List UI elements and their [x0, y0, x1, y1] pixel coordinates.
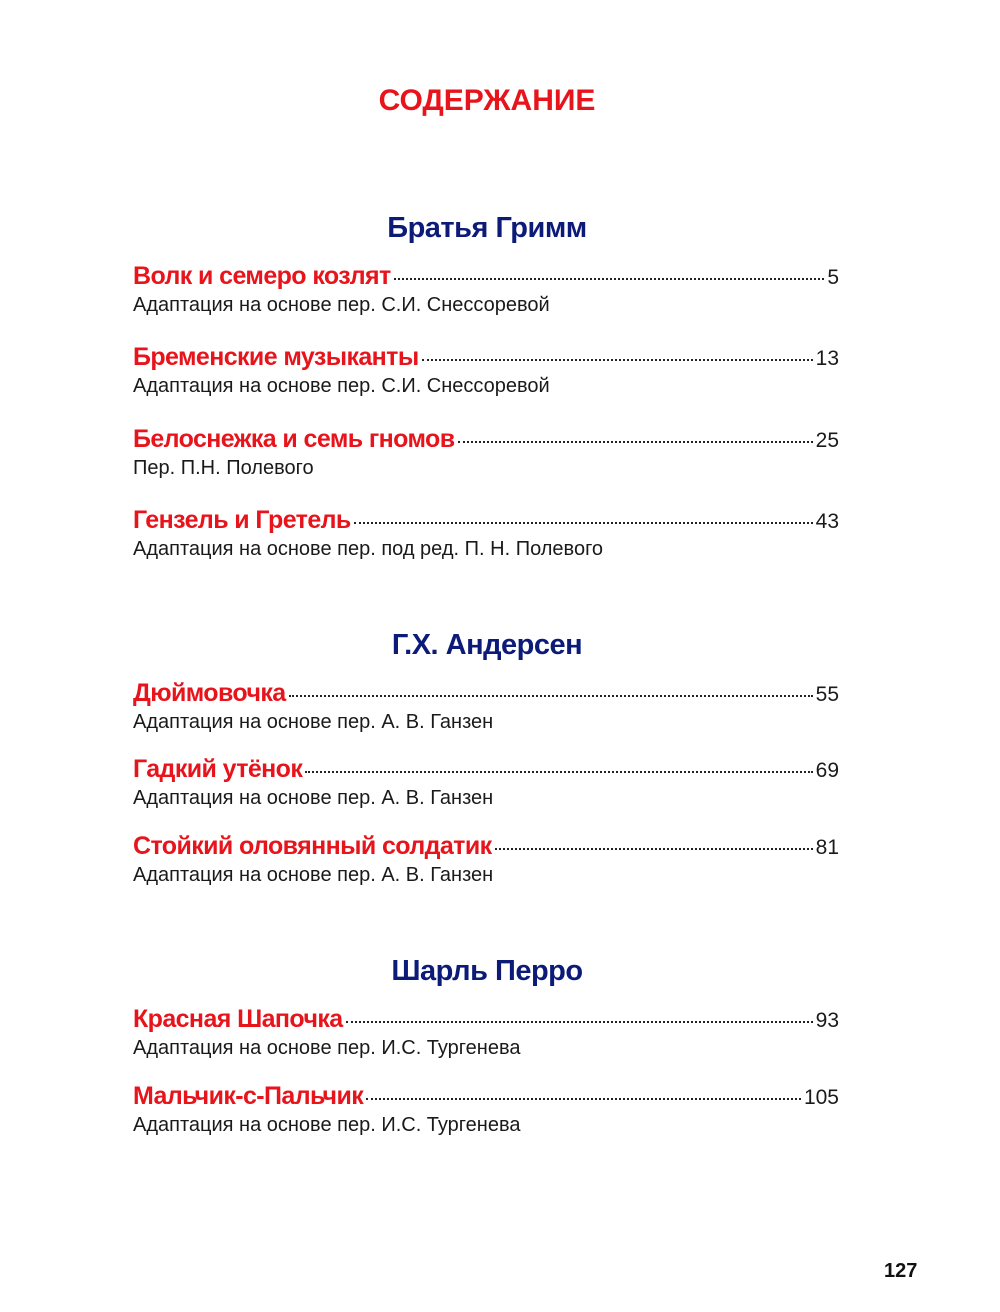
section-heading: Шарль Перро	[391, 955, 583, 987]
dot-leader	[366, 1098, 801, 1100]
toc-entry-row[interactable]	[133, 262, 839, 292]
dot-leader	[495, 848, 813, 850]
toc-entry-row[interactable]	[133, 425, 839, 455]
toc-entry[interactable]	[133, 679, 839, 734]
toc-entry[interactable]	[133, 425, 839, 480]
dot-leader	[394, 278, 825, 280]
toc-entry[interactable]	[133, 1082, 839, 1137]
page-reference: 5	[827, 266, 839, 289]
translation-note: Адаптация на основе пер. И.С. Тургенева	[133, 1114, 521, 1136]
story-title[interactable]: Дюймовочка	[133, 679, 286, 707]
story-title[interactable]: Волк и семеро козлят	[133, 262, 391, 290]
toc-entry-row[interactable]	[133, 343, 839, 373]
dot-leader	[346, 1021, 813, 1023]
translation-note: Пер. П.Н. Полевого	[133, 457, 314, 479]
page-reference: 81	[815, 836, 839, 859]
toc-entry-row[interactable]	[133, 1005, 839, 1035]
story-title[interactable]: Мальчик-с-Пальчик	[133, 1082, 364, 1110]
toc-entry-row[interactable]	[133, 832, 839, 862]
translation-note: Адаптация на основе пер. А. В. Ганзен	[133, 864, 494, 886]
toc-entry-row[interactable]	[133, 755, 839, 785]
page-reference: 69	[815, 759, 839, 782]
story-title[interactable]: Бременские музыканты	[133, 343, 419, 371]
toc-entry-row[interactable]	[133, 1082, 839, 1112]
dot-leader	[458, 441, 813, 443]
page-number: 127	[884, 1260, 918, 1282]
toc-entry-row[interactable]	[133, 506, 839, 536]
story-title[interactable]: Белоснежка и семь гномов	[133, 425, 455, 453]
toc-entry[interactable]	[133, 1005, 839, 1060]
toc-entry-row[interactable]	[133, 679, 839, 709]
translation-note: Адаптация на основе пер. под ред. П. Н. Полевого	[133, 538, 604, 560]
translation-note: Адаптация на основе пер. С.И. Снессоревой	[133, 375, 550, 397]
toc-entry[interactable]	[133, 755, 839, 810]
translation-note: Адаптация на основе пер. С.И. Снессоревой	[133, 294, 550, 316]
page-reference: 25	[815, 429, 839, 452]
page-reference: 13	[815, 347, 839, 370]
dot-leader	[354, 522, 813, 524]
translation-note: Адаптация на основе пер. А. В. Ганзен	[133, 711, 494, 733]
story-title[interactable]: Красная Шапочка	[133, 1005, 343, 1033]
story-title[interactable]: Гензель и Гретель	[133, 506, 351, 534]
dot-leader	[305, 771, 812, 773]
translation-note: Адаптация на основе пер. И.С. Тургенева	[133, 1037, 521, 1059]
story-title[interactable]: Гадкий утёнок	[133, 755, 303, 783]
dot-leader	[289, 695, 813, 697]
toc-entry[interactable]	[133, 832, 839, 887]
dot-leader	[422, 359, 813, 361]
page-title: СОДЕРЖАНИЕ	[378, 84, 596, 117]
story-title[interactable]: Стойкий оловянный солдатик	[133, 832, 492, 860]
page-reference: 93	[815, 1009, 839, 1032]
toc-entry[interactable]	[133, 506, 839, 561]
page-reference: 55	[815, 683, 839, 706]
section-heading: Г.Х. Андерсен	[391, 629, 583, 661]
translation-note: Адаптация на основе пер. А. В. Ганзен	[133, 787, 494, 809]
toc-entry[interactable]	[133, 262, 839, 317]
page-reference: 43	[815, 510, 839, 533]
section-heading: Братья Гримм	[387, 212, 587, 244]
toc-entry[interactable]	[133, 343, 839, 398]
page-reference: 105	[803, 1086, 839, 1109]
